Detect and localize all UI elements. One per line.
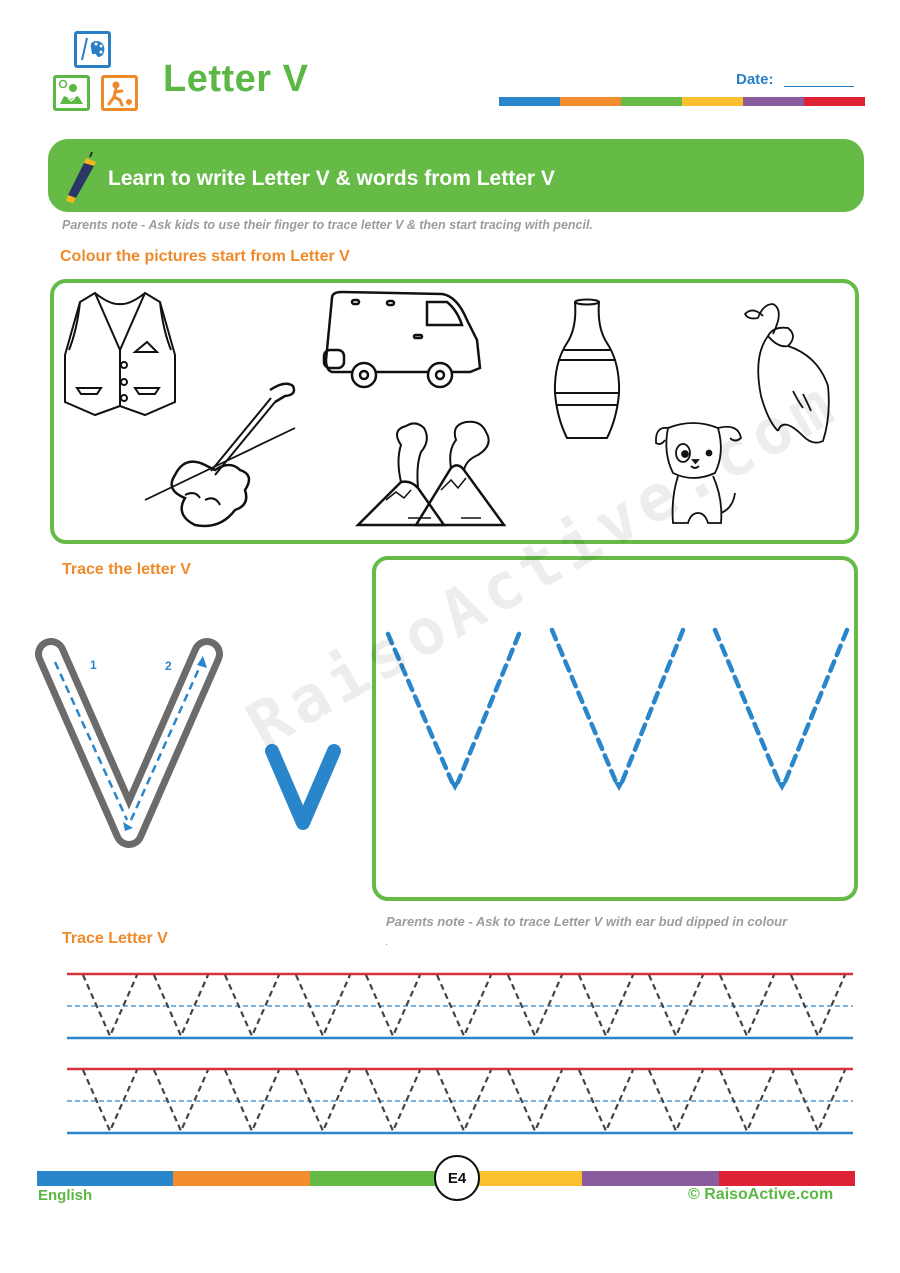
copyright-link[interactable]: © RaisoActive.com <box>688 1186 834 1203</box>
watermark: RaisoActive.com <box>235 366 851 765</box>
page-title: Letter V <box>163 58 309 100</box>
trace-section-title: Trace the letter V <box>62 561 191 578</box>
stroke-number-2: 2 <box>165 659 172 673</box>
parents-note-2-dot: . <box>385 936 389 948</box>
date-label: Date: <box>736 71 774 88</box>
volcano-picture[interactable] <box>356 420 506 530</box>
palette-icon <box>77 34 108 65</box>
puppy-picture[interactable] <box>653 418 743 533</box>
lowercase-v-model <box>260 743 350 833</box>
playing-child-icon <box>104 78 135 108</box>
van-picture[interactable] <box>322 290 482 390</box>
colour-section-title: Colour the pictures start from Letter V <box>60 248 350 265</box>
uppercase-v-guide[interactable] <box>33 632 233 852</box>
palette-logo-box <box>74 31 111 68</box>
vase-picture[interactable] <box>552 298 622 443</box>
pencil-icon <box>62 150 102 206</box>
page-number-badge: E4 <box>434 1155 480 1201</box>
parents-note: Parents note - Ask kids to use their finger to trace letter V & then start tracing with pencil. <box>62 218 593 232</box>
header-color-stripe <box>499 97 865 106</box>
violin-picture[interactable] <box>145 380 305 530</box>
playing-logo-box <box>101 75 138 111</box>
subject-label: English <box>38 1187 93 1204</box>
reading-logo-box <box>53 75 90 111</box>
banner-text: Learn to write Letter V & words from Letter V <box>108 167 555 190</box>
trace-lines-title: Trace Letter V <box>62 930 168 947</box>
stroke-number-1: 1 <box>90 658 97 672</box>
tracing-row-2[interactable] <box>67 1065 857 1135</box>
vulture-picture[interactable] <box>743 296 833 451</box>
parents-note-2: Parents note - Ask to trace Letter V with ear bud dipped in colour <box>386 914 788 929</box>
reading-child-icon <box>56 78 87 108</box>
date-field[interactable] <box>784 86 854 87</box>
practice-v-guides[interactable] <box>372 556 858 901</box>
tracing-row-1[interactable] <box>67 970 857 1040</box>
